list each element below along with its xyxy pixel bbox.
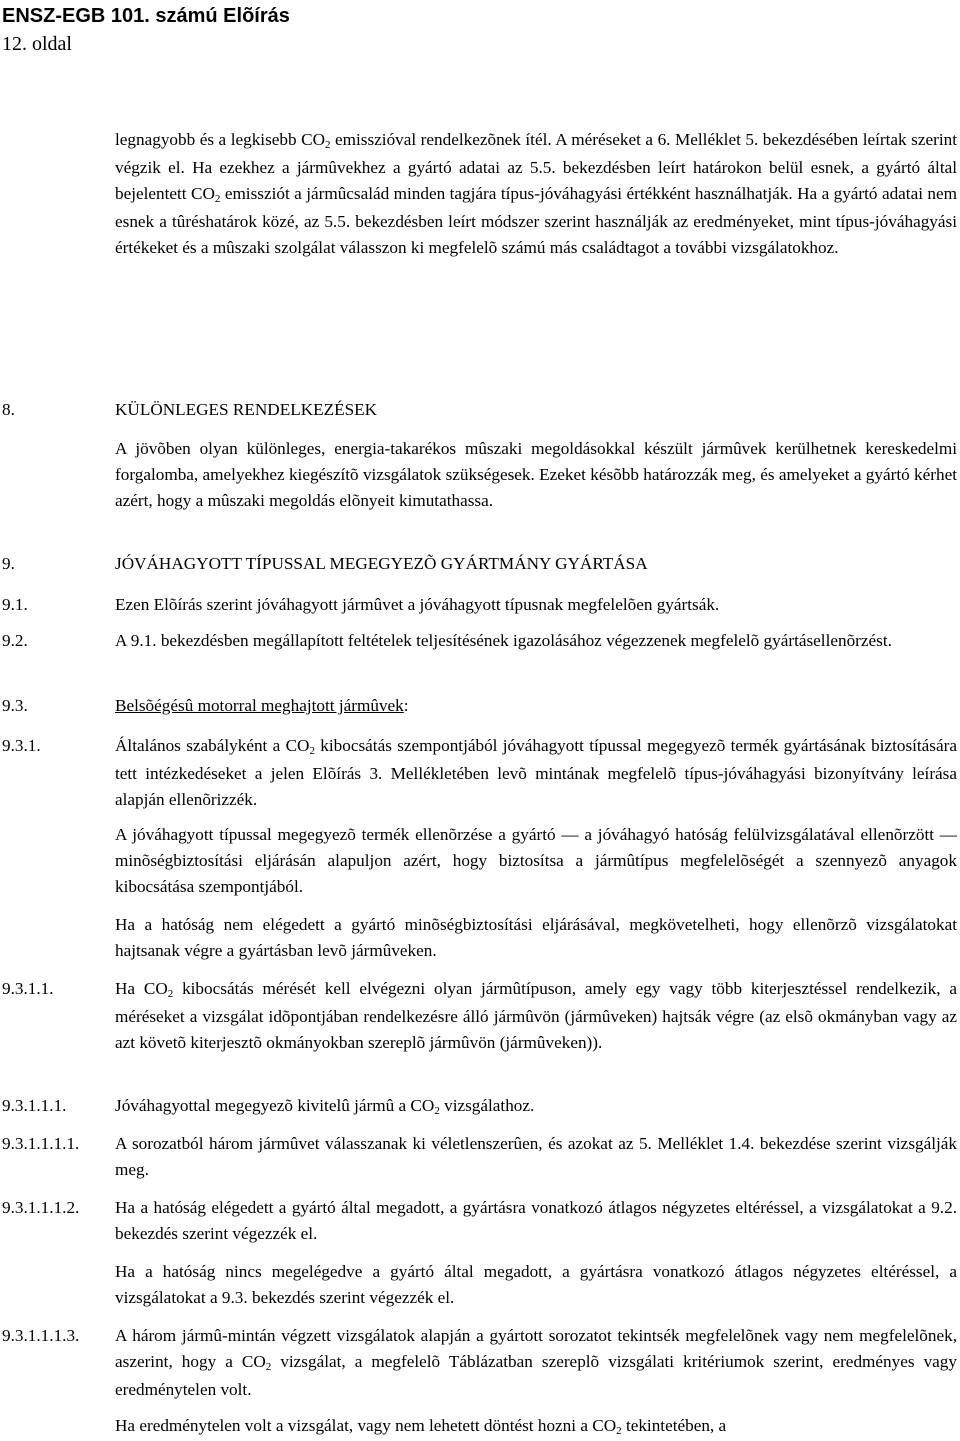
section-9-2-number: 9.2. xyxy=(2,631,28,650)
s931113-p2-sub: 2 xyxy=(616,1425,622,1437)
section-8-number: 8. xyxy=(2,400,15,419)
section-8-title: KÜLÖNLEGES RENDELKEZÉSEK xyxy=(115,400,378,419)
intro-text-3: emissziót a jármûcsalád minden tagjára típus-jóváhagyási értékként használhatják. Ha a gyártó adatai nem esnek a tûréshatárok közé, az 5.5. bekezdésben leírt módszer szerint használják az eredményeket, mint típus-jóváhagyási értékeket és a mûszaki szolgálat válasszon ki megfelelõ számú más családtagot a további vizsgálatokhoz. xyxy=(115,184,957,257)
section-9-3-1-1-1-2-text: Ha a hatóság elégedett a gyártó által megadott, a gyártásra vonatkozó átlagos négyzetes eltéréssel, a vizsgálatokat a 9.2. bekezdés szerint végezzék el. xyxy=(115,1198,957,1243)
section-9-3-1-text xyxy=(115,733,957,813)
s931113-sub: 2 xyxy=(265,1361,272,1373)
section-9-3-1-1-1-3-para-2 xyxy=(115,1413,957,1441)
intro-sub-1: 2 xyxy=(324,139,331,151)
section-9-3-1-1-number: 9.3.1.1. xyxy=(2,979,54,998)
s931-sub: 2 xyxy=(309,745,315,757)
intro-sub-2: 2 xyxy=(214,193,221,205)
section-9-3-1-1-1-text xyxy=(115,1093,957,1121)
section-9-3-number: 9.3. xyxy=(2,696,28,715)
section-9-3-1-para-3: Ha a hatóság nem elégedett a gyártó minõségbiztosítási eljárásával, megkövetelheti, hogy ellenõrzõ vizsgálatokat hajtsanak végre a gyártásban levõ jármûveken. xyxy=(115,915,957,960)
s931113-p2c: tekintetében, a xyxy=(621,1416,727,1435)
section-9-3-1-1-1-number: 9.3.1.1.1. xyxy=(2,1096,67,1115)
section-9-3-colon: : xyxy=(403,696,409,715)
section-9-title: JÓVÁHAGYOTT TÍPUSSAL MEGEGYEZÕ GYÁRTMÁNY GYÁRTÁSA xyxy=(115,554,648,573)
s931113-a: A három jármû-mintán végzett vizsgálatok alapján a gyártott sorozatot tekintsék megfelelõnek vagy nem megfelelõnek, aszerint, hogy a CO xyxy=(115,1326,957,1371)
s9311-sub: 2 xyxy=(167,988,174,1000)
section-8-text: A jövõben olyan különleges, energia-takarékos mûszaki megoldásokkal készült jármûvek kerülhetnek kereskedelmi forgalomba, amelyekhez kiegészítõ vizsgálatok szükségesek. Ezeket késõbb határozzák meg, és amelyeket a gyártó kérhet azért, hogy a mûszaki megoldás elõnyeit kimutathassa. xyxy=(115,439,957,510)
section-9-3-1-1-1-1-text: A sorozatból három jármûvet válasszanak ki véletlenszerûen, és azokat az 5. Melléklet 1.4. bekezdése szerint vizsgálják meg. xyxy=(115,1134,957,1179)
page-number: 12. oldal xyxy=(2,33,72,55)
section-9-3-1-1-text xyxy=(115,976,957,1056)
section-9-2-text: A 9.1. bekezdésben megállapított feltételek teljesítésének igazolásához végezzenek megfelelõ gyártásellenõrzést. xyxy=(115,631,892,650)
s93111-c: vizsgálathoz. xyxy=(439,1096,535,1115)
section-9-number: 9. xyxy=(2,554,15,573)
intro-text-2: emisszióval rendelkezõnek ítél. A méréseket a 6. Melléklet 5. bekezdésében leírtak szerint végzik el. Ha ezekhez a jármûvekhez a gyártó adatai az 5.5. bekezdésben leírt határokon belül esnek, a gyártó által bejelentett CO xyxy=(115,130,957,203)
intro-paragraph xyxy=(115,127,957,261)
s93111-a: Jóváhagyottal megegyezõ kivitelû jármû a CO xyxy=(115,1096,435,1115)
section-9-3-1-1-1-3-text xyxy=(115,1323,957,1403)
s9311-a: Ha CO xyxy=(115,979,168,998)
section-9-3-1-1-1-2-para-2: Ha a hatóság nincs megelégedve a gyártó által megadott, a gyártásra vonatkozó átlagos négyzetes eltéréssel, a vizsgálatokat a 9.3. bekezdés szerint végezzék el. xyxy=(115,1262,957,1307)
section-9-3-1-1-1-1-number: 9.3.1.1.1.1. xyxy=(2,1134,80,1153)
section-9-3-1-number: 9.3.1. xyxy=(2,736,41,755)
s931-a: Általános szabályként a CO xyxy=(115,736,310,755)
document-title: ENSZ-EGB 101. számú Elõírás xyxy=(2,5,290,27)
s931113-c: vizsgálat, a megfelelõ Táblázatban szereplõ vizsgálati kritériumok szerint, eredményes vagy eredménytelen volt. xyxy=(115,1352,957,1399)
section-9-3-1-1-1-3-number: 9.3.1.1.1.3. xyxy=(2,1326,80,1345)
section-9-3-1-para-2: A jóváhagyott típussal megegyezõ termék ellenõrzése a gyártó — a jóváhagyó hatóság felülvizsgálatával ellenõrzött — minõségbiztosítási eljárásán alapuljon azért, hogy biztosítsa a jármûtípus megfelelõségét a szennyezõ anyagok kibocsátása szempontjából. xyxy=(115,825,957,896)
page-header xyxy=(2,2,290,58)
section-9-1-number: 9.1. xyxy=(2,595,28,614)
section-9-1-text: Ezen Elõírás szerint jóváhagyott jármûvet a jóváhagyott típusnak megfelelõen gyártsák. xyxy=(115,595,720,614)
section-9-3-underlined: Belsõégésû motorral meghajtott jármûvek xyxy=(115,696,404,715)
s93111-sub: 2 xyxy=(434,1105,440,1117)
s931113-p2a: Ha eredménytelen volt a vizsgálat, vagy nem lehetett döntést hozni a CO xyxy=(115,1416,617,1435)
s931-c: kibocsátás szempontjából jóváhagyott típussal megegyezõ termék gyártásának biztosítására tett intézkedéseket a jelen Elõírás 3. Mellékletében levõ mintának megfelelõ típus-jóváhagyási bizonyítvány leírása alapján ellenõrizzék. xyxy=(115,736,957,809)
section-9-3-1-1-1-2-number: 9.3.1.1.1.2. xyxy=(2,1198,80,1217)
section-9-3-title xyxy=(115,693,957,719)
s9311-c: kibocsátás mérését kell elvégezni olyan jármûtípuson, amely egy vagy több kiterjesztéssel rendelkezik, a méréseket a vizsgálat idõpontjában rendelkezésre álló jármûvön (jármûveken) hajtsák végre (az elsõ okmányban vagy az azt követõ kiterjesztõ okmányokban szereplõ jármûvön (jármûveken)). xyxy=(115,979,957,1052)
intro-text-1: legnagyobb és a legkisebb CO xyxy=(115,130,325,149)
